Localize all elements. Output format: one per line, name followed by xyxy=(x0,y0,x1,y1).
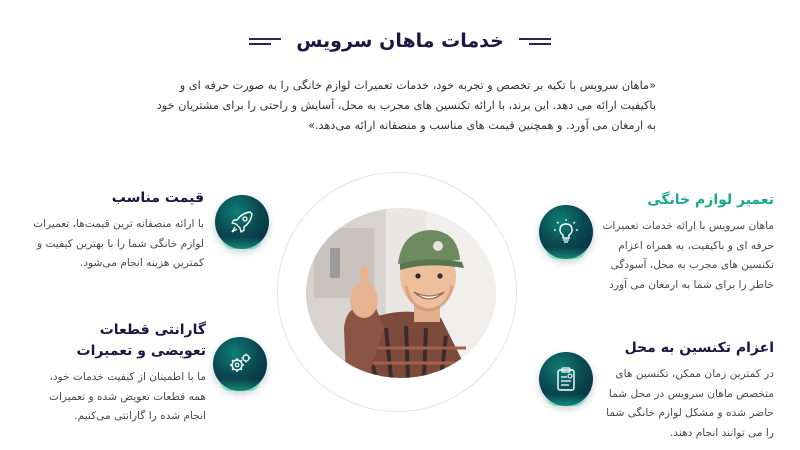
dispatch-badge xyxy=(539,352,593,406)
clipboard-icon xyxy=(552,365,580,393)
rocket-icon xyxy=(228,208,256,236)
price-badge xyxy=(215,195,269,249)
technician-photo xyxy=(306,208,496,378)
feature-price xyxy=(28,188,204,274)
feature-repair-title: تعمیر لوازم خانگی xyxy=(647,192,774,208)
section-header xyxy=(0,30,800,52)
feature-repair xyxy=(602,190,774,295)
title-decoration-right xyxy=(519,35,551,48)
feature-warranty xyxy=(40,320,206,427)
feature-dispatch-title: اعزام تکنسین به محل xyxy=(624,340,774,356)
repair-badge xyxy=(539,205,593,259)
gears-icon xyxy=(226,350,254,378)
feature-dispatch-desc: در کمترین زمان ممکن، تکنسین های متخصص ماهان سرویس در محل شما حاضر شده و مشکل لوازم خانگی شما را می توانند انجام دهند. xyxy=(606,368,774,439)
warranty-badge xyxy=(213,337,267,391)
lightbulb-icon xyxy=(552,218,580,246)
page-title: خدمات ماهان سرویس xyxy=(296,30,504,52)
feature-warranty-title: گارانتی قطعات تعویضی و تعمیرات xyxy=(76,322,206,359)
intro-paragraph: «ماهان سرویس با تکیه بر تخصص و تجربه خود، خدمات تعمیرات لوازم خانگی را به صورت حرفه ای و باکیفیت ارائه می دهد. این برند، با ارائه تکنسین های مجرب به محل، آسایش و راحتی را برای مشتریان خود به ارمغان می آورد. و همچنین قیمت های مناسب و منصفانه ارائه می‌دهد.» xyxy=(156,79,656,132)
title-decoration-left xyxy=(249,35,281,48)
feature-dispatch xyxy=(600,338,774,443)
feature-price-title: قیمت مناسب xyxy=(111,190,204,206)
feature-warranty-desc: ما با اطمینان از کیفیت خدمات خود، همه قطعات تعویض شده و تعمیرات انجام شده را گارانتی می‌کنیم. xyxy=(49,371,206,422)
feature-repair-desc: ماهان سرویس با ارائه خدمات تعمیرات حرفه ای و باکیفیت، به همراه اعزام تکنسین های مجرب به محل، آسودگی خاطر را برای شما به ارمغان می آورد xyxy=(602,220,774,291)
feature-price-desc: با ارائه منصفانه ترین قیمت‌ها، تعمیرات لوازم خانگی شما را با بهترین کیفیت و کمترین هزینه انجام می‌شود. xyxy=(33,218,204,269)
